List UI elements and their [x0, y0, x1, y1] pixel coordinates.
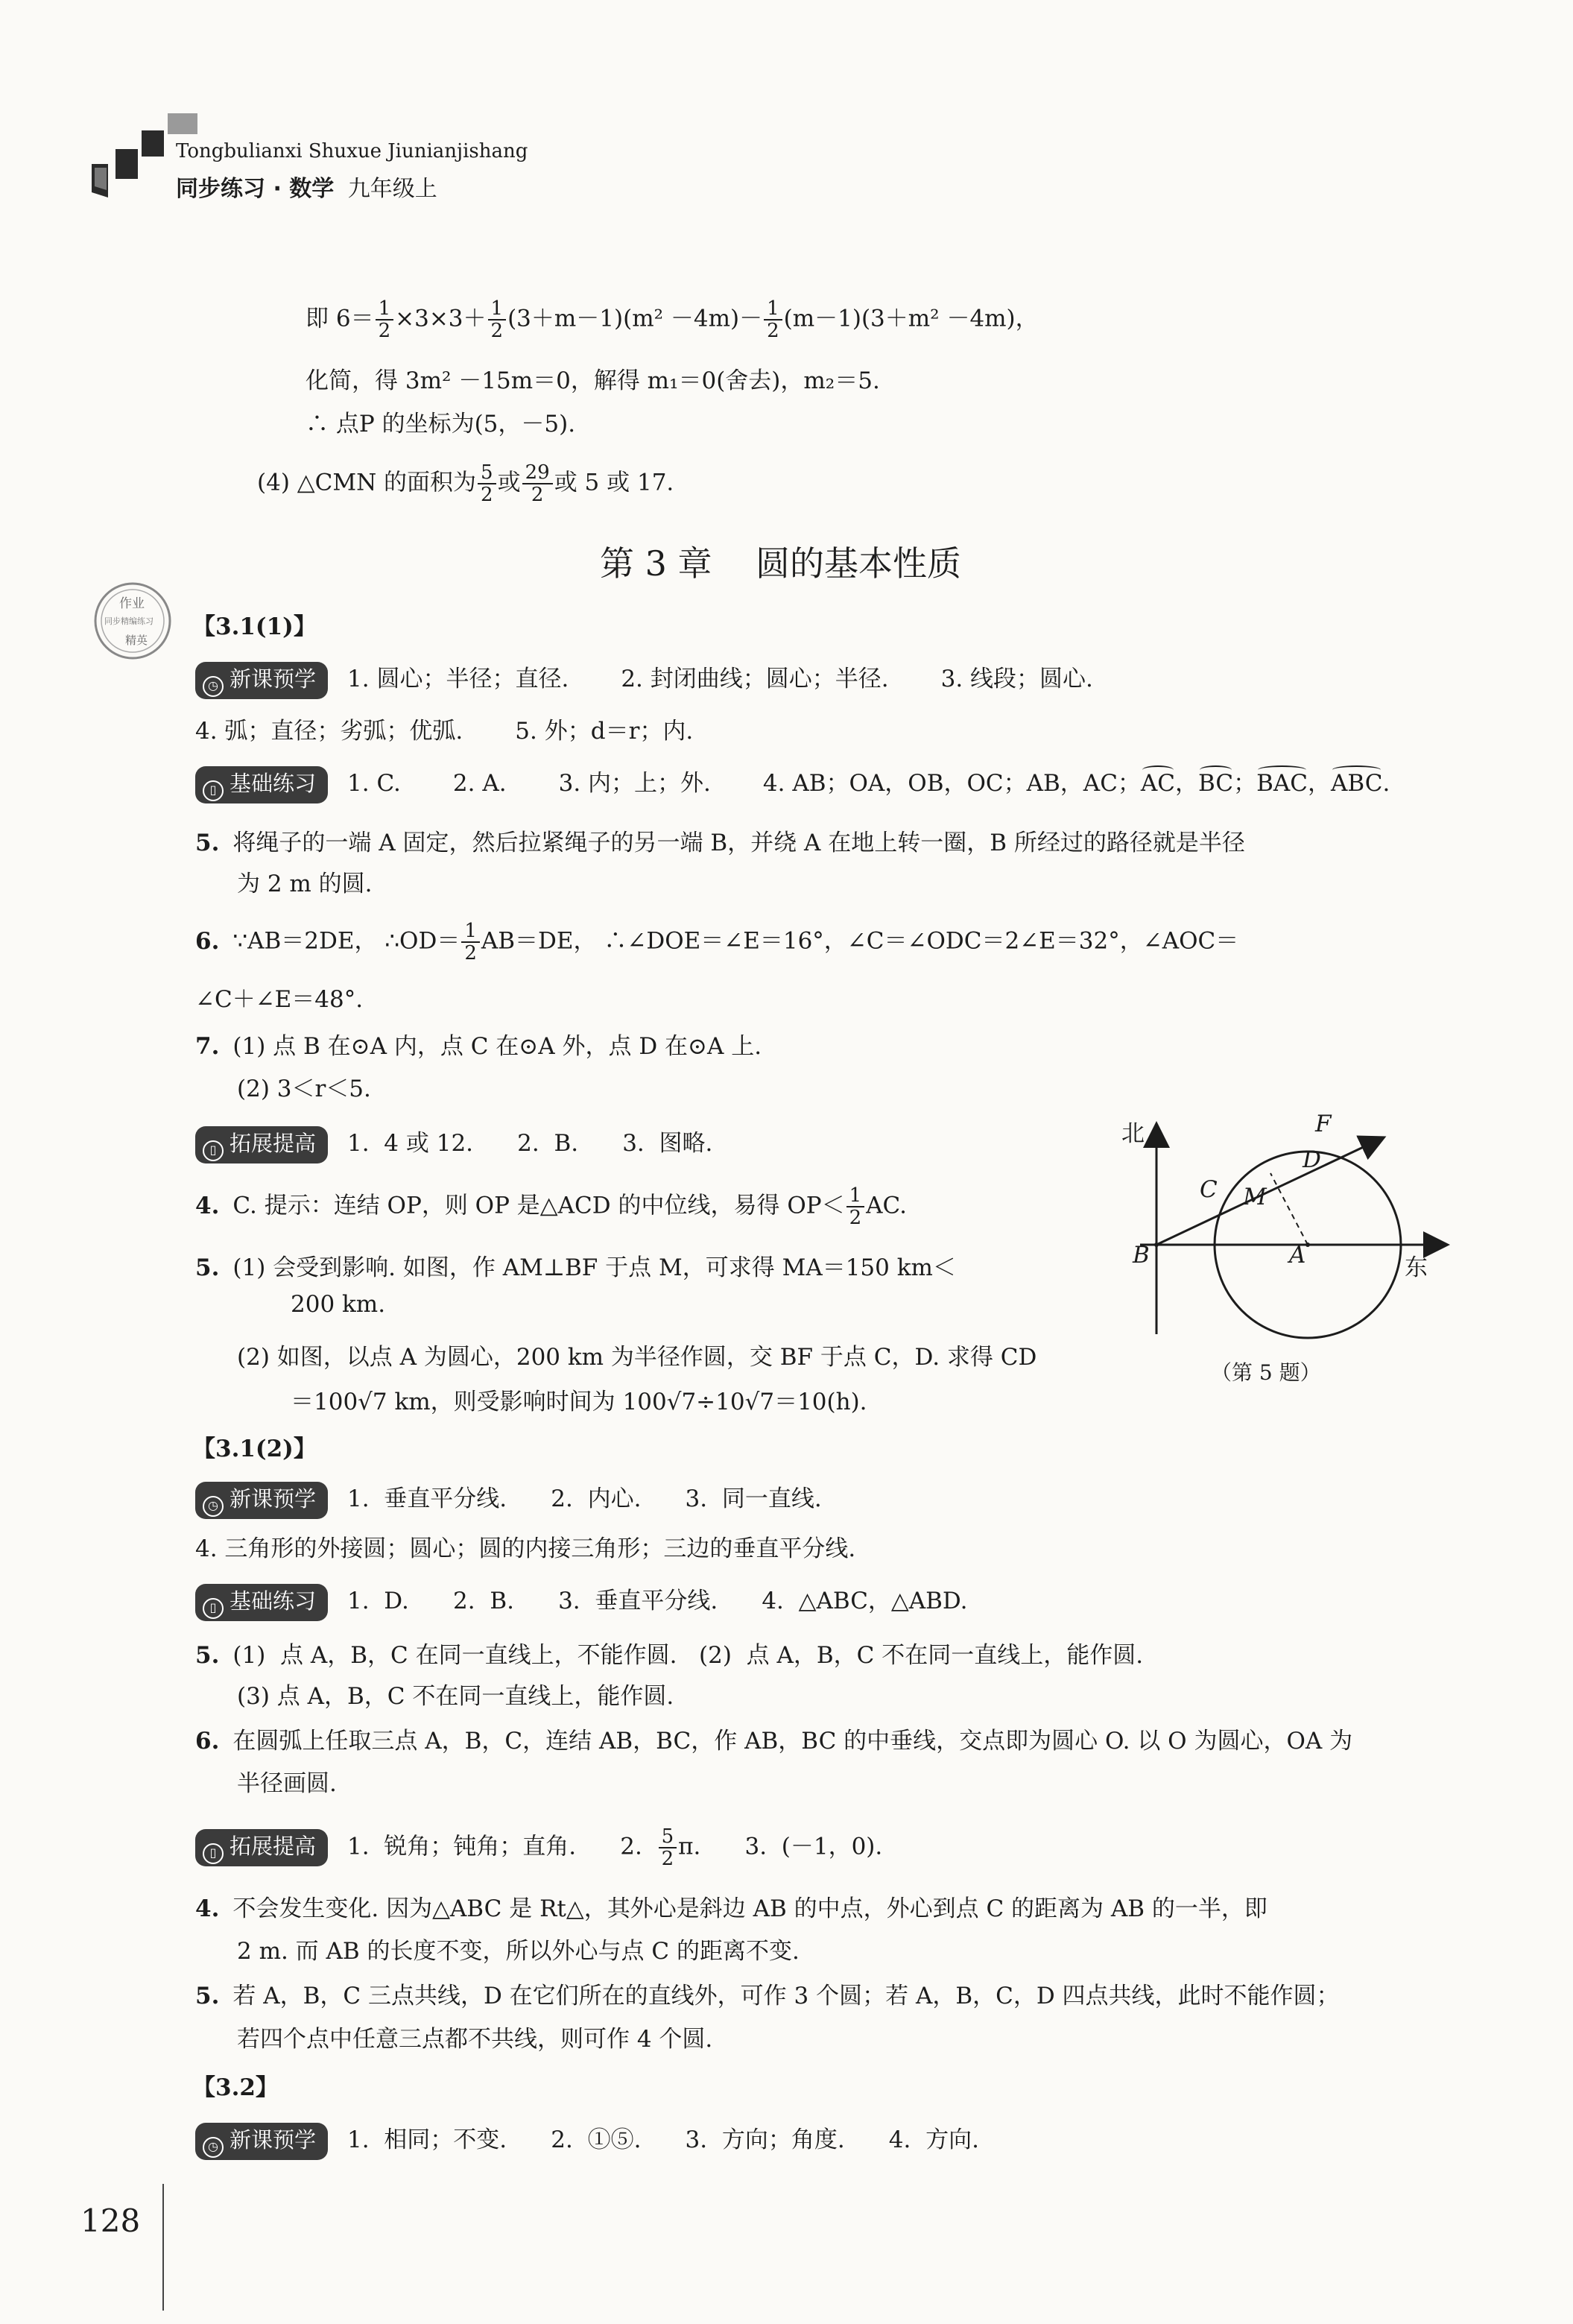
fig-label-F: F: [1315, 1111, 1332, 1137]
header-title: [176, 170, 437, 203]
s312-q5t-line-2: 若四个点中任意三点都不共线，则可作 4 个圆.: [237, 2026, 713, 2053]
chapter-title: 第 3 章 圆的基本性质: [600, 543, 961, 584]
q5-line-2: 为 2 m 的圆.: [237, 871, 373, 897]
stamp-text-bot: 精英: [125, 634, 148, 647]
clock-icon: ◷: [203, 1496, 224, 1517]
clock-icon: ◷: [203, 2137, 224, 2158]
q7-line-2: (2) 3＜r＜5.: [237, 1076, 371, 1102]
s312-xk4: 4. 三角形的外接圆；圆心；圆的内接三角形；三边的垂直平分线.: [195, 1535, 856, 1562]
fig-label-M: M: [1243, 1184, 1267, 1210]
fig-label-D: D: [1303, 1146, 1321, 1173]
s312-q5-line-1: 5. (1) 点 A，B，C 在同一直线上，不能作圆. (2) 点 A，B，C 不在同一直线上，能作圆.: [195, 1642, 1144, 1669]
tag-new-lesson: ◷ 新课预学: [195, 662, 328, 699]
fig-label-A: A: [1289, 1242, 1306, 1269]
book-icon: ▯: [203, 780, 224, 801]
prev-line-1: 即 6＝ $\frac{1}{2}$ ×3×3＋ $\frac{1}{2}$ (3＋m－1)(m² －4m)－ $\frac{1}{2}$ (m－1)(3＋m² －4m)，: [306, 297, 1039, 342]
s312-q6-line-2: 半径画圆.: [237, 1770, 337, 1797]
jc-line-1: ▯ 基础练习 1. C. 2. A. 3. 内；上；外. 4. AB；OA，OB，OC；AB，AC；AC，BC；BAC，ABC.: [195, 764, 1390, 803]
fig-label-B: B: [1133, 1242, 1150, 1269]
s312-xk-line: ◷ 新课预学 1. 垂直平分线. 2. 内心. 3. 同一直线.: [195, 1480, 822, 1519]
s312-tz-line: ▯ 拓展提高 1. 锐角；钝角；直角. 2. $\frac{5}{2}$ π. 3. (－1，0).: [195, 1826, 882, 1869]
book-title: 同步练习 · 数学: [176, 176, 335, 202]
fig-caption: （第 5 题）: [1211, 1360, 1321, 1385]
stamp-text-top: 作业: [119, 596, 145, 611]
s312-q5-line-2: (3) 点 A，B，C 不在同一直线上，能作圆.: [237, 1683, 674, 1710]
xk-line-1: ◷ 新课预学 1. 圆心；半径；直径. 2. 封闭曲线；圆心；半径. 3. 线段；圆心.: [195, 660, 1093, 699]
s312-q4-line-1: 4. 不会发生变化. 因为△ABC 是 Rt△，其外心是斜边 AB 的中点，外心到点 C 的距离为 AB 的一半，即: [195, 1895, 1267, 1922]
tz4-line: 4. C. 提示：连结 OP，则 OP 是△ACD 的中位线，易得 OP＜ $\frac{1}{2}$ AC.: [195, 1184, 907, 1229]
s312-q5t-line-1: 5. 若 A，B，C 三点共线，D 在它们所在的直线外，可作 3 个圆；若 A，B，C，D 四点共线，此时不能作圆；: [195, 1983, 1340, 2009]
tag-basic-practice: ▯ 基础练习: [195, 766, 328, 803]
s32-xk-line: ◷ 新课预学 1. 相同；不变. 2. ①⑤. 3. 方向；角度. 4. 方向.: [195, 2121, 979, 2160]
section-head-3-1-1: 【3.1(1)】: [192, 613, 317, 640]
q6-line-2: ∠C＋∠E＝48°.: [195, 986, 364, 1013]
clock-icon: ◷: [203, 676, 224, 697]
tz-line-1: ▯ 拓展提高 1. 4 或 12. 2. B. 3. 图略.: [195, 1124, 712, 1163]
perpendicular-AM: [1270, 1173, 1308, 1245]
fig-label-east: 东: [1405, 1254, 1428, 1281]
book-icon: ▯: [203, 1598, 224, 1619]
fig-label-north: 北: [1121, 1120, 1145, 1147]
xk-line-2: 4. 弧；直径；劣弧；优弧. 5. 外；d＝r；内.: [195, 718, 694, 745]
book-icon: ▯: [203, 1843, 224, 1864]
q5-line-1: 5. 将绳子的一端 A 固定，然后拉紧绳子的另一端 B，并绕 A 在地上转一圈，B 所经过的路径就是半径: [195, 830, 1245, 856]
section-head-3-2: 【3.2】: [192, 2074, 279, 2101]
prev-line-4: (4) △CMN 的面积为 $\frac{5}{2}$ 或 $\frac{29}{2}$ 或 5 或 17.: [257, 461, 674, 506]
s312-q6-line-1: 6. 在圆弧上任取三点 A，B，C，连结 AB，BC，作 AB，BC 的中垂线，交点即为圆心 O. 以 O 为圆心，OA 为: [195, 1728, 1353, 1755]
tz5-line-4: ＝100√7 km，则受影响时间为 100√7÷10√7＝10(h).: [291, 1389, 867, 1415]
fraction: $\frac{1}{2}$: [376, 298, 394, 341]
footer-rule: [162, 2184, 164, 2311]
book-icon: ▯: [203, 1140, 224, 1161]
tz5-line-3: (2) 如图，以点 A 为圆心，200 km 为半径作圆，交 BF 于点 C，D. 求得 CD: [237, 1344, 1037, 1371]
prev-line-2: 化简，得 3m² －15m＝0，解得 m₁＝0(舍去)，m₂＝5.: [306, 367, 880, 394]
grade-label: 九年级上: [347, 176, 437, 202]
header-pinyin: Tongbulianxi Shuxue Jiunianjishang: [176, 140, 528, 162]
tag-extension: ▯ 拓展提高: [195, 1126, 328, 1163]
prev-line-3: ∴ 点P 的坐标为(5，－5).: [306, 411, 576, 438]
s312-q4-line-2: 2 m. 而 AB 的长度不变，所以外心与点 C 的距离不变.: [237, 1938, 800, 1965]
stamp-text-mid: 同步精编练习: [104, 616, 153, 626]
s312-jc-line: ▯ 基础练习 1. D. 2. B. 3. 垂直平分线. 4. △ABC，△ABD.: [195, 1582, 968, 1621]
fig-label-C: C: [1200, 1176, 1218, 1203]
q6-line-1: 6. ∵AB＝2DE， ∴OD＝ $\frac{1}{2}$ AB＝DE， ∴∠DOE＝∠E＝16°，∠C＝∠ODC＝2∠E＝32°，∠AOC＝: [195, 920, 1239, 964]
page-number: 128: [80, 2203, 141, 2239]
section-head-3-1-2: 【3.1(2)】: [192, 1436, 317, 1462]
tz5-line-1: 5. (1) 会受到影响. 如图，作 AM⊥BF 于点 M，可求得 MA＝150 km＜: [195, 1254, 956, 1281]
q7-line-1: 7. (1) 点 B 在⊙A 内，点 C 在⊙A 外，点 D 在⊙A 上.: [195, 1033, 762, 1060]
path-BF: [1156, 1138, 1382, 1245]
tz5-line-2: 200 km.: [291, 1291, 386, 1318]
